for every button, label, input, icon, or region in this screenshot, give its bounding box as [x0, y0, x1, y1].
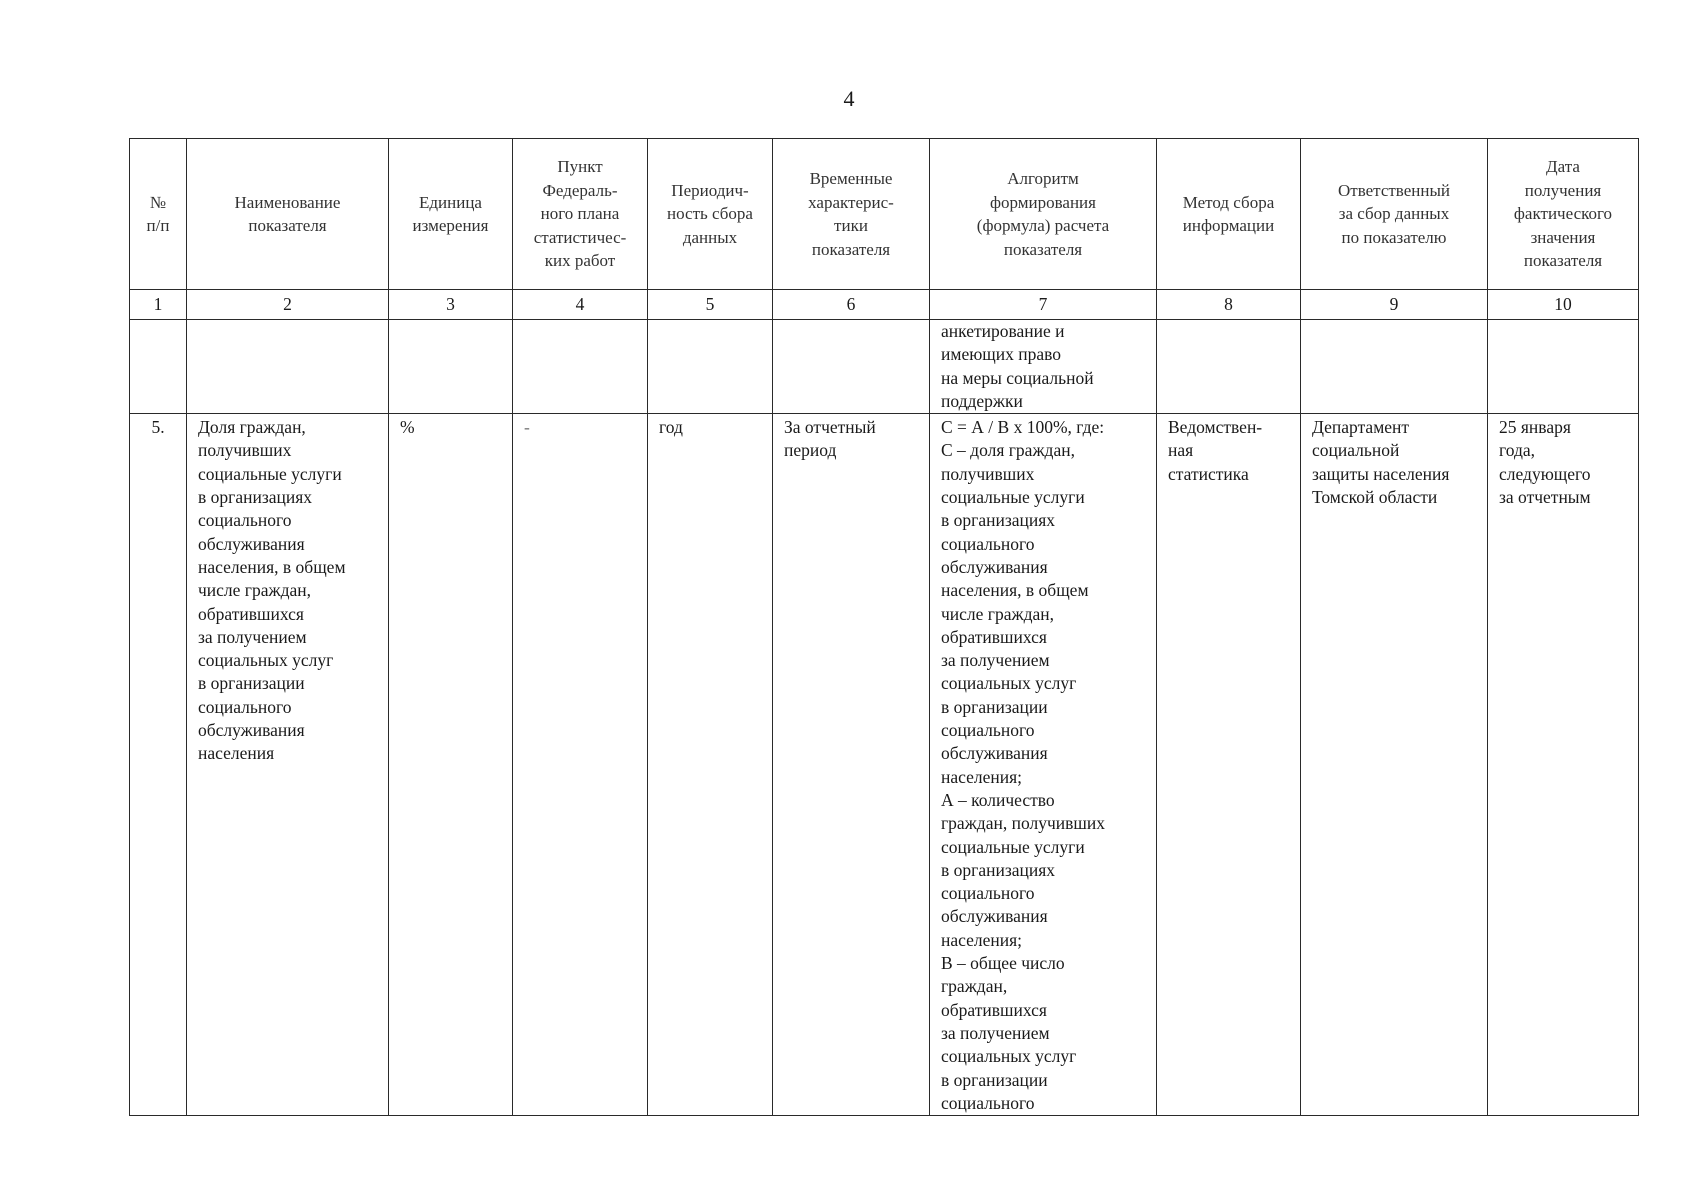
algorithm-cell: С = А / В x 100%, где: С – доля граждан, получивших социальные услуги в организациях социального обслуживания населения, в общем числе граждан, обратившихся за получением социальных услуг в организации социального обслуживания населения; А – количество граждан, получивших социальные услуги в организациях социального обслуживания населения; В – общее число граждан, обратившихся за получением социальных услуг в организации социального	[930, 414, 1157, 1116]
time-characteristics-cell: За отчетный период	[773, 414, 930, 1116]
responsible-cell: Департамент социальной защиты населения Томской области	[1301, 414, 1488, 1116]
empty-cell	[389, 320, 513, 414]
empty-cell	[130, 320, 187, 414]
header-responsible: Ответственный за сбор данных по показателю	[1301, 139, 1488, 290]
column-number: 9	[1301, 290, 1488, 320]
column-number: 5	[648, 290, 773, 320]
header-algorithm: Алгоритм формирования (формула) расчета показателя	[930, 139, 1157, 290]
empty-cell	[1157, 320, 1301, 414]
column-number: 7	[930, 290, 1157, 320]
column-number: 8	[1157, 290, 1301, 320]
column-number: 4	[513, 290, 648, 320]
empty-cell	[1488, 320, 1639, 414]
date-cell: 25 января года, следующего за отчетным	[1488, 414, 1639, 1116]
unit-cell: %	[389, 414, 513, 1116]
indicator-name-cell: Доля граждан, получивших социальные услуги в организациях социального обслуживания населения, в общем числе граждан, обратившихся за получением социальных услуг в организации социального обслуживания населения	[187, 414, 389, 1116]
continuation-algorithm-cell: анкетирование и имеющих право на меры социальной поддержки	[930, 320, 1157, 414]
header-periodicity: Периодич- ность сбора данных	[648, 139, 773, 290]
header-number: № п/п	[130, 139, 187, 290]
row-number-cell: 5.	[130, 414, 187, 1116]
collection-method-cell: Ведомствен- ная статистика	[1157, 414, 1301, 1116]
header-indicator-name: Наименование показателя	[187, 139, 389, 290]
column-number: 3	[389, 290, 513, 320]
header-collection-method: Метод сбора информации	[1157, 139, 1301, 290]
continuation-row	[130, 320, 1639, 414]
table-row-5	[130, 414, 1639, 1116]
empty-cell	[187, 320, 389, 414]
column-number: 2	[187, 290, 389, 320]
indicators-table	[129, 138, 1639, 1116]
empty-cell	[1301, 320, 1488, 414]
empty-cell	[513, 320, 648, 414]
periodicity-cell: год	[648, 414, 773, 1116]
page-number: 4	[843, 86, 855, 111]
column-number: 10	[1488, 290, 1639, 320]
column-number: 1	[130, 290, 187, 320]
header-federal-plan-item: Пункт Федераль- ного плана статистичес- ких работ	[513, 139, 648, 290]
plan-item-cell: -	[513, 414, 648, 1116]
header-date: Дата получения фактического значения показателя	[1488, 139, 1639, 290]
header-unit: Единица измерения	[389, 139, 513, 290]
column-number: 6	[773, 290, 930, 320]
header-time-characteristics: Временные характерис- тики показателя	[773, 139, 930, 290]
table-header-row	[130, 139, 1639, 290]
empty-cell	[773, 320, 930, 414]
column-number-row	[130, 290, 1639, 320]
empty-cell	[648, 320, 773, 414]
